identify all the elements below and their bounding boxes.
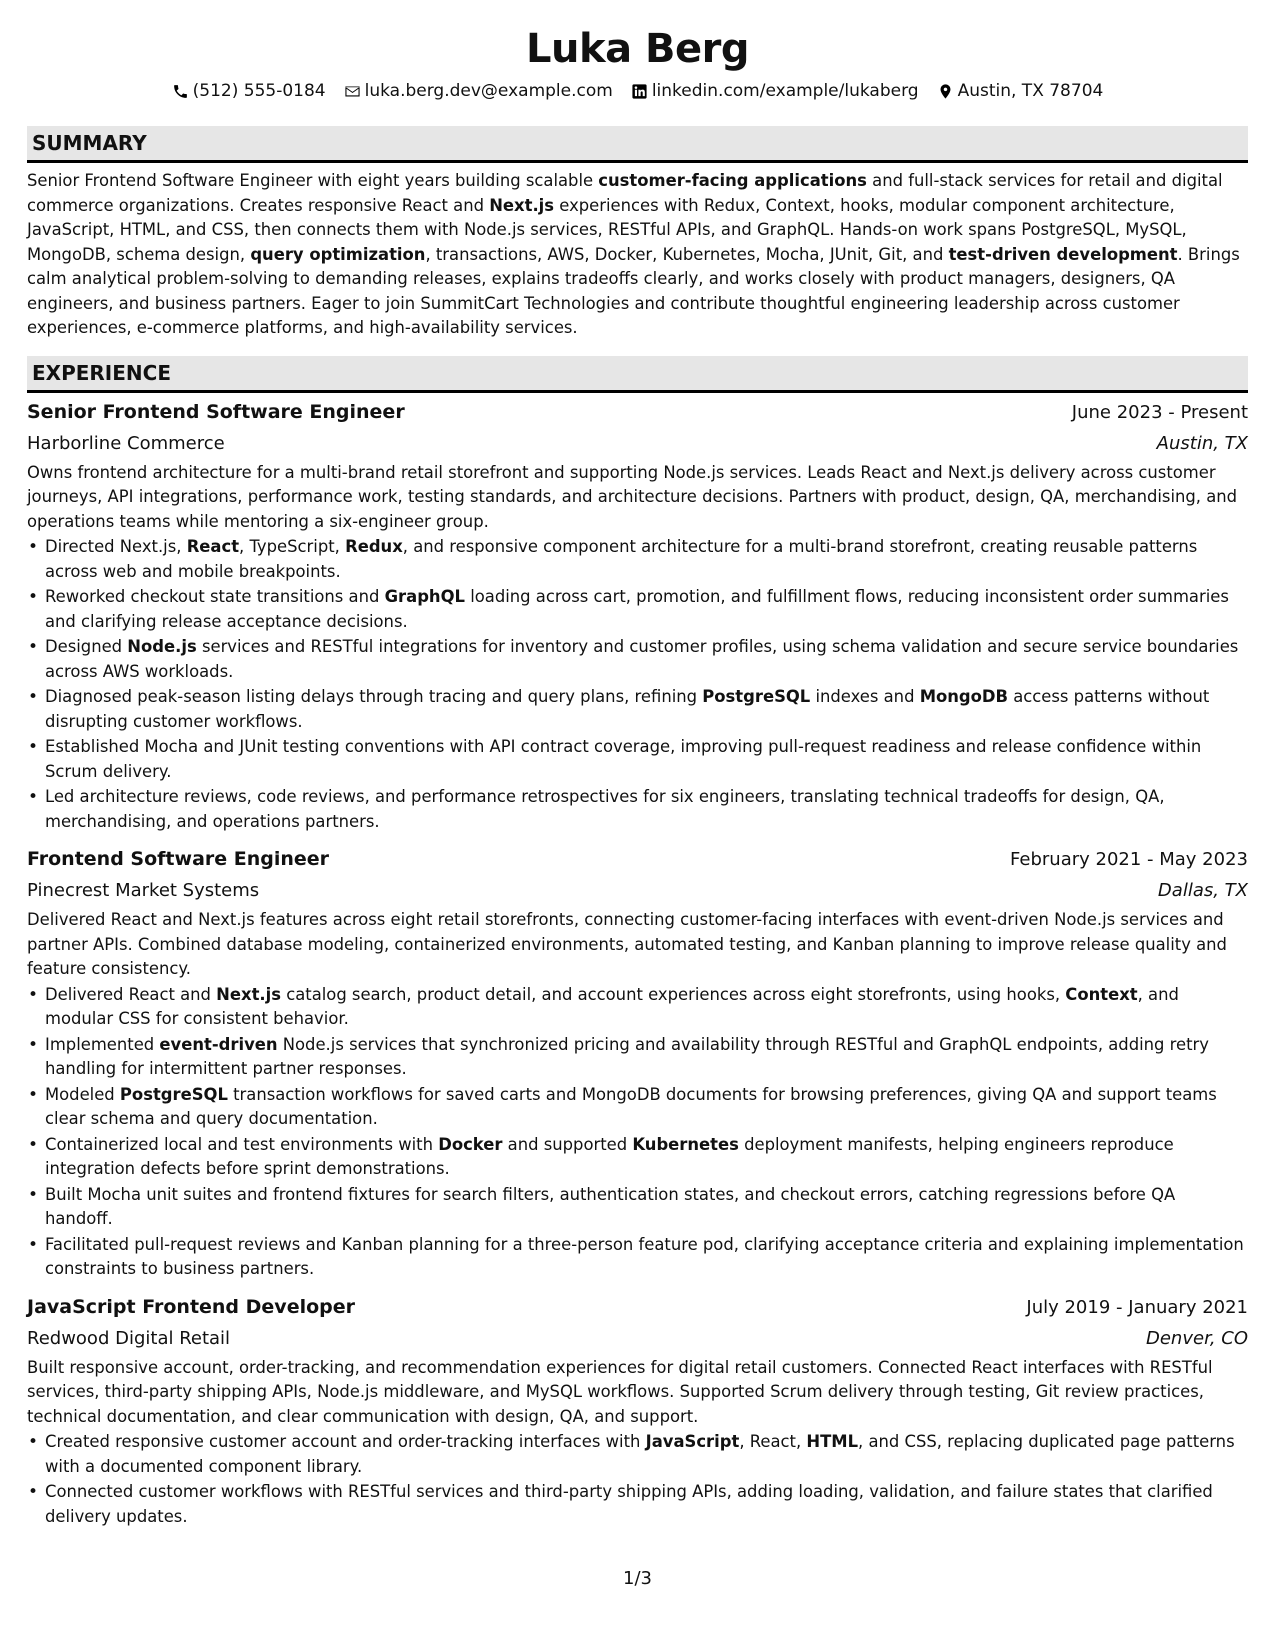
emphasized-keyword: Context bbox=[1065, 984, 1138, 1004]
contact-linkedin[interactable] bbox=[631, 79, 919, 103]
bullet-item: • Designed Node.js services and RESTful integrations for inventory and customer profiles, using schema validation and secure service boundaries across AWS workloads. bbox=[45, 635, 1248, 684]
map-pin-icon bbox=[937, 83, 954, 100]
job-location: Dallas, TX bbox=[1157, 880, 1248, 901]
emphasized-keyword: test-driven development bbox=[948, 244, 1178, 264]
job-bullets bbox=[27, 535, 1248, 834]
emphasized-keyword: React bbox=[186, 537, 240, 556]
linkedin-text[interactable]: linkedin.com/example/lukaberg bbox=[651, 81, 919, 101]
job-company: Pinecrest Market Systems bbox=[27, 880, 260, 901]
summary-text: Senior Frontend Software Engineer with eight years building scalable customer-facing applications and full-stack services for retail and digital commerce organizations. Creates responsive React and Next.js experiences with Redux, Context, hooks, modular component architecture, JavaScript, HTML, and CSS, then connects them with Node.js services, RESTful APIs, and GraphQL. Hands-on work spans PostgreSQL, MySQL, MongoDB, schema design, query optimization, transactions, AWS, Docker, Kubernetes, Mocha, JUnit, Git, and test-driven development. Brings calm analytical problem-solving to demanding releases, explains tradeoffs clearly, and works closely with product managers, designers, QA engineers, and business partners. Eager to join SummitCart Technologies and contribute thoughtful engineering leadership across customer experiences, e-commerce platforms, and high-availability services. bbox=[27, 171, 1240, 337]
job-entry bbox=[27, 1291, 1248, 1530]
linkedin-icon bbox=[631, 83, 648, 100]
job-dates: June 2023 - Present bbox=[1071, 401, 1248, 423]
job-bullets bbox=[27, 1430, 1248, 1529]
emphasized-keyword: customer-facing applications bbox=[598, 171, 867, 190]
page-number: 1/3 bbox=[623, 1568, 652, 1589]
bullet-item: • Directed Next.js, React, TypeScript, Redux, and responsive component architecture for a multi-brand storefront, creating reusable patterns across web and mobile breakpoints. bbox=[45, 535, 1248, 584]
job-company: Redwood Digital Retail bbox=[27, 1327, 231, 1349]
email-text[interactable]: luka.berg.dev@example.com bbox=[364, 81, 613, 101]
experience-list bbox=[27, 396, 1248, 1530]
emphasized-keyword: JavaScript bbox=[645, 1432, 740, 1451]
bullet-item: • Connected customer workflows with RESTful services and third-party shipping APIs, adding loading, validation, and failure states that clarified delivery updates. bbox=[45, 1480, 1248, 1529]
job-entry bbox=[27, 843, 1248, 1282]
summary-heading: SUMMARY bbox=[27, 126, 1248, 163]
job-bullets bbox=[27, 983, 1248, 1282]
emphasized-keyword: Next.js bbox=[216, 984, 281, 1004]
job-location: Denver, CO bbox=[1146, 1327, 1248, 1349]
emphasized-keyword: HTML bbox=[806, 1432, 859, 1451]
emphasized-keyword: GraphQL bbox=[384, 587, 465, 606]
emphasized-keyword: Redux bbox=[345, 537, 403, 556]
bullet-item: • Led architecture reviews, code reviews, and performance retrospectives for six engineers, translating technical tradeoffs for design, QA, merchandising, and operations partners. bbox=[45, 785, 1248, 834]
bullet-item: • Created responsive customer account and order-tracking interfaces with JavaScript, React, HTML, and CSS, replacing duplicated page patterns with a documented component library. bbox=[45, 1430, 1248, 1479]
contact-location bbox=[937, 79, 1104, 103]
location-text: Austin, TX 78704 bbox=[957, 81, 1104, 101]
emphasized-keyword: Next.js bbox=[489, 195, 555, 215]
candidate-name: Luka Berg bbox=[526, 26, 749, 72]
job-title: JavaScript Frontend Developer bbox=[27, 1295, 356, 1318]
emphasized-keyword: event-driven bbox=[159, 1034, 278, 1054]
contact-phone bbox=[172, 79, 326, 103]
emphasized-keyword: Kubernetes bbox=[632, 1134, 739, 1154]
job-title: Senior Frontend Software Engineer bbox=[27, 400, 405, 423]
contact-bar bbox=[27, 79, 1248, 103]
bullet-item: • Implemented event-driven Node.js services that synchronized pricing and availability through RESTful and GraphQL endpoints, adding retry handling for intermittent partner responses. bbox=[45, 1033, 1248, 1082]
job-dates: February 2021 - May 2023 bbox=[1010, 849, 1248, 870]
bullet-item: • Reworked checkout state transitions and GraphQL loading across cart, promotion, and fulfillment flows, reducing inconsistent order summaries and clarifying release acceptance decisions. bbox=[45, 585, 1248, 634]
bullet-item: • Diagnosed peak-season listing delays through tracing and query plans, refining PostgreSQL indexes and MongoDB access patterns without disrupting customer workflows. bbox=[45, 685, 1248, 734]
emphasized-keyword: query optimization bbox=[250, 244, 426, 264]
emphasized-keyword: PostgreSQL bbox=[702, 687, 811, 706]
emphasized-keyword: Node.js bbox=[127, 637, 197, 656]
bullet-item: • Delivered React and Next.js catalog search, product detail, and account experiences across eight storefronts, using hooks, Context, and modular CSS for consistent behavior. bbox=[45, 983, 1248, 1032]
job-description: Built responsive account, order-tracking, and recommendation experiences for digital retail customers. Connected React interfaces with RESTful services, third-party shipping APIs, Node.js middleware, and MySQL workflows. Supported Scrum delivery through testing, Git review practices, technical documentation, and clear communication with design, QA, and support. bbox=[27, 1357, 1213, 1426]
job-dates: July 2019 - January 2021 bbox=[1026, 1296, 1248, 1318]
bullet-item: • Facilitated pull-request reviews and Kanban planning for a three-person feature pod, clarifying acceptance criteria and explaining implementation constraints to business partners. bbox=[45, 1233, 1248, 1282]
experience-heading: EXPERIENCE bbox=[27, 356, 1248, 393]
job-description: Delivered React and Next.js features across eight retail storefronts, connecting customer-facing interfaces with event-driven Node.js services and partner APIs. Combined database modeling, containerized environments, automated testing, and Kanban planning to improve release quality and feature consistency. bbox=[27, 910, 1227, 978]
emphasized-keyword: Docker bbox=[438, 1134, 503, 1154]
job-entry bbox=[27, 396, 1248, 835]
job-title: Frontend Software Engineer bbox=[27, 848, 330, 870]
emphasized-keyword: PostgreSQL bbox=[119, 1084, 228, 1104]
phone-text: (512) 555-0184 bbox=[192, 81, 326, 101]
job-location: Austin, TX bbox=[1156, 432, 1248, 454]
emphasized-keyword: MongoDB bbox=[919, 687, 1009, 706]
job-company: Harborline Commerce bbox=[27, 432, 225, 454]
envelope-icon bbox=[344, 83, 361, 100]
job-description: Owns frontend architecture for a multi-brand retail storefront and supporting Node.js services. Leads React and Next.js delivery across customer journeys, API integrations, performance work, testing standards, and architecture decisions. Partners with product, design, QA, merchandising, and operations teams while mentoring a six-engineer group. bbox=[27, 462, 1238, 531]
bullet-item: • Established Mocha and JUnit testing conventions with API contract coverage, improving pull-request readiness and release confidence within Scrum delivery. bbox=[45, 735, 1248, 784]
contact-email[interactable] bbox=[344, 79, 613, 103]
phone-icon bbox=[172, 83, 189, 100]
bullet-item: • Built Mocha unit suites and frontend fixtures for search filters, authentication states, and checkout errors, catching regressions before QA handoff. bbox=[45, 1183, 1248, 1232]
bullet-item: • Containerized local and test environments with Docker and supported Kubernetes deployment manifests, helping engineers reproduce integration defects before sprint demonstrations. bbox=[45, 1133, 1248, 1182]
bullet-item: • Modeled PostgreSQL transaction workflows for saved carts and MongoDB documents for browsing preferences, giving QA and support teams clear schema and query documentation. bbox=[45, 1083, 1248, 1132]
